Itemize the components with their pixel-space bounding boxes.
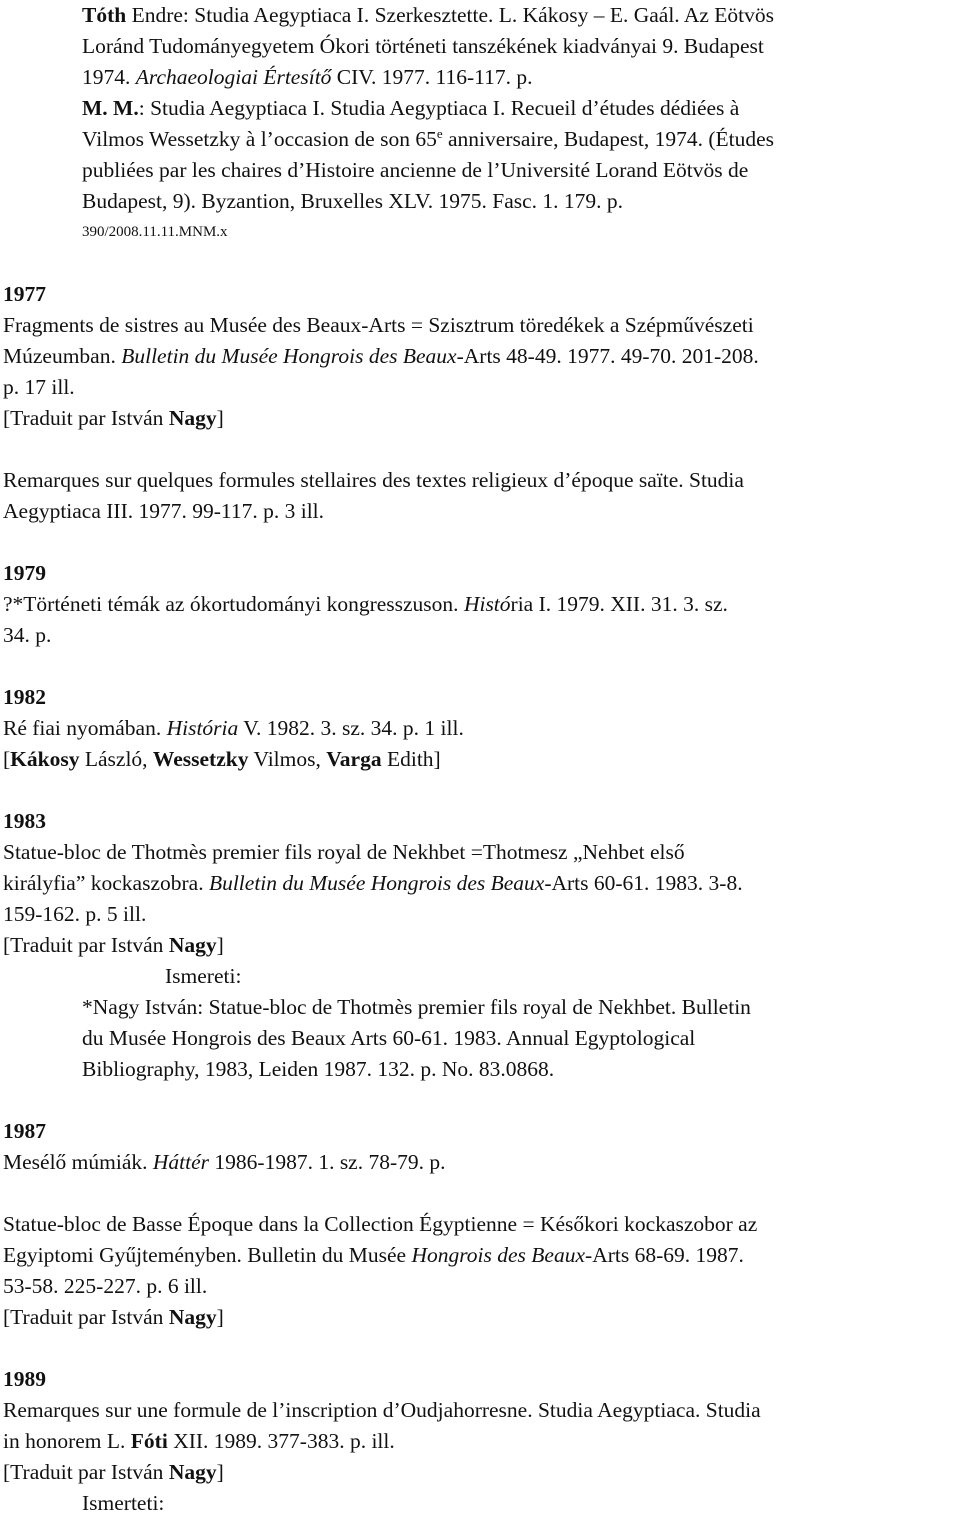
section-1989	[3, 1364, 959, 1519]
section-1982	[3, 682, 959, 775]
review-line: Bibliography, 1983, Leiden 1987. 132. p. No. 83.0868.	[82, 1057, 555, 1081]
review-line: du Musée Hongrois des Beaux Arts 60-61. 1983. Annual Egyptological	[82, 1026, 696, 1050]
year-heading: 1977	[3, 282, 46, 306]
entry-line: 53-58. 225-227. p. 6 ill.	[3, 1274, 208, 1298]
year-heading: 1983	[3, 809, 46, 833]
entry-mm-line-4: Budapest, 9). Byzantion, Bruxelles XLV. 1975. Fasc. 1. 179. p.	[82, 189, 624, 213]
entry-line: 159-162. p. 5 ill.	[3, 902, 147, 926]
contributors-note: [Kákosy László, Wessetzky Vilmos, Varga Edith]	[3, 747, 441, 771]
entry-toth-line-3: 1974. Archaeologiai Értesítő CIV. 1977. 116-117. p.	[82, 65, 533, 89]
entry-mm-line-1: M. M.: Studia Aegyptiaca I. Studia Aegyptiaca I. Recueil d’études dédiées à	[82, 96, 740, 120]
year-heading: 1989	[3, 1367, 46, 1391]
entry-line: királyfia” kockaszobra. Bulletin du Musée Hongrois des Beaux-Arts 60-61. 1983. 3-8.	[3, 871, 743, 895]
entry-line: Fragments de sistres au Musée des Beaux-Arts = Szisztrum töredékek a Szépművészeti	[3, 313, 754, 337]
author-name: Tóth	[82, 3, 127, 27]
translator-note: [Traduit par István Nagy]	[3, 406, 224, 430]
entry-line: Aegyptiaca III. 1977. 99-117. p. 3 ill.	[3, 499, 325, 523]
entry-line: in honorem L. Fóti XII. 1989. 377-383. p. ill.	[3, 1429, 395, 1453]
review-label: Ismereti:	[165, 964, 242, 988]
entry-line: Ré fiai nyomában. História V. 1982. 3. sz. 34. p. 1 ill.	[3, 716, 464, 740]
translator-note: [Traduit par István Nagy]	[3, 1305, 224, 1329]
catalog-number: 390/2008.11.11.MNM.x	[82, 224, 228, 240]
translator-note: [Traduit par István Nagy]	[3, 933, 224, 957]
section-1979	[3, 558, 959, 651]
bibliography-page	[3, 0, 959, 1519]
section-1983	[3, 806, 959, 1085]
section-1977	[3, 279, 959, 527]
year-heading: 1979	[3, 561, 46, 585]
entry-toth-line-1: Tóth Endre: Studia Aegyptiaca I. Szerkesztette. L. Kákosy – E. Gaál. Az Eötvös	[82, 3, 775, 27]
year-heading: 1982	[3, 685, 46, 709]
entry-line: 34. p.	[3, 623, 52, 647]
entry-line: p. 17 ill.	[3, 375, 75, 399]
entry-line: Remarques sur quelques formules stellaires des textes religieux d’époque saïte. Studia	[3, 468, 744, 492]
review-line: *Nagy István: Statue-bloc de Thotmès premier fils royal de Nekhbet. Bulletin	[82, 995, 751, 1019]
author-initials: M. M.	[82, 96, 139, 120]
entry-line: ?*Történeti témák az ókortudományi kongresszuson. História I. 1979. XII. 31. 3. sz.	[3, 592, 728, 616]
entry-toth-line-2: Loránd Tudományegyetem Ókori történeti tanszékének kiadványai 9. Budapest	[82, 34, 764, 58]
year-heading: 1987	[3, 1119, 46, 1143]
entry-line: Egyiptomi Gyűjteményben. Bulletin du Musée Hongrois des Beaux-Arts 68-69. 1987.	[3, 1243, 744, 1267]
section-1987	[3, 1116, 959, 1333]
entry-line: Remarques sur une formule de l’inscription d’Oudjahorresne. Studia Aegyptiaca. Studia	[3, 1398, 761, 1422]
entry-mm-line-3: publiées par les chaires d’Histoire ancienne de l’Université Lorand Eötvös de	[82, 158, 749, 182]
translator-note: [Traduit par István Nagy]	[3, 1460, 224, 1484]
entry-line: Múzeumban. Bulletin du Musée Hongrois des Beaux-Arts 48-49. 1977. 49-70. 201-208.	[3, 344, 759, 368]
entry-line: Statue-bloc de Basse Époque dans la Collection Égyptienne = Későkori kockaszobor az	[3, 1212, 758, 1236]
entry-line: Mesélő múmiák. Háttér 1986-1987. 1. sz. 78-79. p.	[3, 1150, 446, 1174]
entry-mm-line-2: Vilmos Wessetzky à l’occasion de son 65e anniversaire, Budapest, 1974. (Études	[82, 126, 775, 151]
review-label: Ismerteti:	[82, 1491, 165, 1515]
entry-line: Statue-bloc de Thotmès premier fils royal de Nekhbet =Thotmesz „Nehbet első	[3, 840, 685, 864]
entries-top	[3, 0, 959, 248]
